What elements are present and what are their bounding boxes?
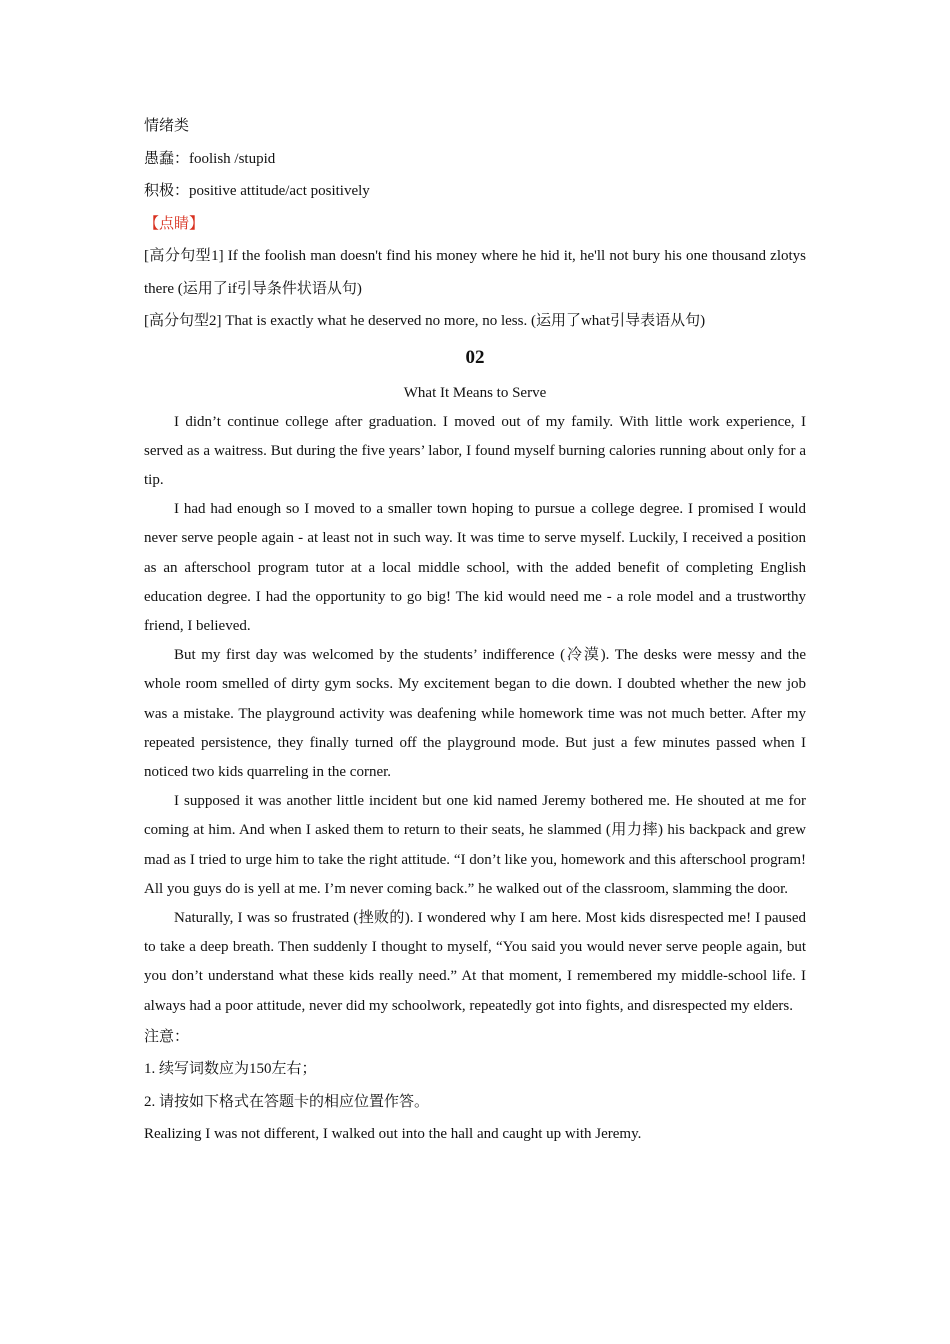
document-page	[144, 110, 806, 1151]
continuation-prompt: Realizing I was not different, I walked out into the hall and caught up with Jeremy.	[144, 1126, 642, 1143]
article-paragraph: Naturally, I was so frustrated (挫败的). I wondered why I am here. Most kids disrespected me! I paused to take a deep breath. Then suddenly I thought to myself, “You said you would never serve people again, but you don’t understand what these kids really need.” At that moment, I remembered my middle-school life. I always had a poor attitude, never did my schoolwork, repeatedly got into fights, and disrespected my elders.	[144, 909, 806, 1014]
article-number: 02	[465, 346, 485, 368]
vocab-positive: 积极：positive attitude/act positively	[144, 183, 370, 199]
notes-item-1: 1. 续写词数应为150左右；	[144, 1061, 317, 1078]
high-score-sentence-1: [高分句型1] If the foolish man doesn't find his money where he hid it, he'll not bury his one thousand zlotys there (运用了if引导条件状语从句)	[144, 248, 806, 297]
notes-item-2: 2. 请按如下格式在答题卡的相应位置作答。	[144, 1093, 430, 1110]
article-paragraph: I didn’t continue college after graduation. I moved out of my family. With little work experience, I served as a waitress. But during the five years’ labor, I found myself burning calories running about only for a tip.	[144, 413, 806, 488]
article-title: What It Means to Serve	[403, 384, 547, 401]
high-score-sentence-2: [高分句型2] That is exactly what he deserved no more, no less. (运用了what引导表语从句)	[144, 313, 706, 329]
article-paragraph: I had had enough so I moved to a smaller town hoping to pursue a college degree. I promised I would never serve people again - at least not in such way. It was time to serve myself. Luckily, I received a position as an afterschool program tutor at a local middle school, with the added benefit of completing English education degree. I had the opportunity to go big! The kid would need me - a role model and a trustworthy friend, I believed.	[144, 501, 806, 634]
article-paragraph: But my first day was welcomed by the students’ indifference (冷漠). The desks were messy and the whole room smelled of dirty gym socks. My excitement began to die down. I doubted whether the new job was a mistake. The playground activity was deafening while homework time was not much better. After my repeated persistence, they finally turned off the playground mode. But just a few minutes passed when I noticed two kids quarreling in the corner.	[144, 647, 806, 780]
vocab-foolish: 愚蠢：foolish /stupid	[144, 150, 276, 167]
article-paragraph: I supposed it was another little incident but one kid named Jeremy bothered me. He shouted at me for coming at him. And when I asked them to return to their seats, he slammed (用力摔) his backpack and grew mad as I tried to urge him to take the right attitude. “I don’t like you, homework and this afterschool program! All you guys do is yell at me. I’m never coming back.” he walked out of the classroom, slamming the door.	[144, 793, 806, 897]
dianjing-label: 【点睛】	[144, 215, 205, 232]
category-label: 情绪类	[144, 118, 190, 134]
notes-heading: 注意：	[144, 1028, 190, 1045]
